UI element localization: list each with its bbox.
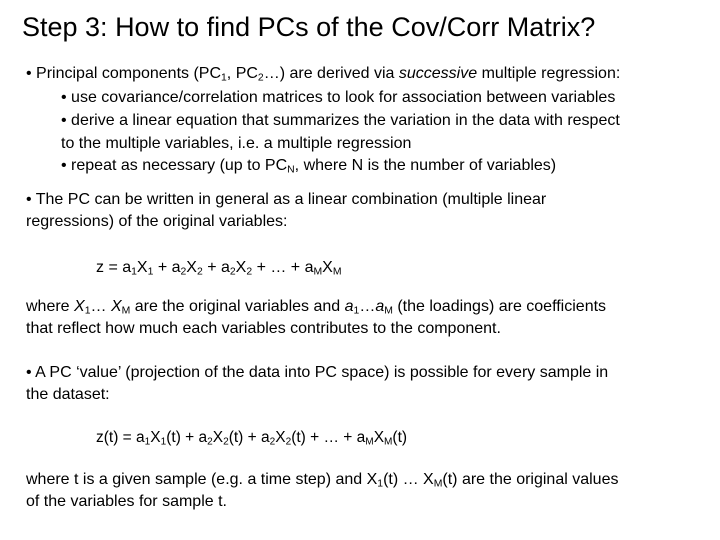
equation-z-t: $z(t) = a_1X_1(t) + a_2X_2(t) + a_2X_2(t)$ + … + $a_MX_M(t)$: [96, 429, 408, 448]
bullet-linear-combination: • The PC can be written in general as a linear combination (multiple linear: [26, 191, 547, 208]
where-loadings-cont: that reflect how much each variables contributes to the component.: [26, 320, 501, 337]
bullet-pc-value-cont: the dataset:: [26, 386, 110, 403]
where-loadings: where $X_1\dots$ $X_M$ are the original variables and $a_1\dots a_M$ (the loadings) are coefficients: [26, 298, 607, 317]
where-sample-cont: of the variables for sample t.: [26, 493, 227, 510]
bullet-linear-combination-cont: regressions) of the original variables:: [26, 213, 288, 230]
equation-z: $z = a_1X_1 + a_2X_2 + a_2X_2$ + … + $a_MX_M$: [96, 259, 342, 278]
sub-bullet-linear-equation: • derive a linear equation that summarizes the variation in the data with respect: [61, 112, 620, 129]
where-sample: where t is a given sample (e.g. a time step) and $X_1(t)$ … $X_M(t)$ are the original values: [26, 471, 619, 490]
bullet-principal-components: • Principal components ($PC_1$, $PC_2\dots$) are derived via successive multiple regression:: [26, 65, 621, 84]
sub-bullet-covariance: • use covariance/correlation matrices to look for association between variables: [61, 89, 616, 106]
bullet-pc-value: • A PC ‘value’ (projection of the data into PC space) is possible for every sample in: [26, 364, 609, 381]
sub-bullet-repeat: • repeat as necessary (up to $PC_N$, where N is the number of variables): [61, 157, 557, 176]
sub-bullet-linear-equation-cont: to the multiple variables, i.e. a multiple regression: [61, 135, 412, 152]
slide-title: Step 3: How to find PCs of the Cov/Corr Matrix?: [22, 12, 596, 42]
